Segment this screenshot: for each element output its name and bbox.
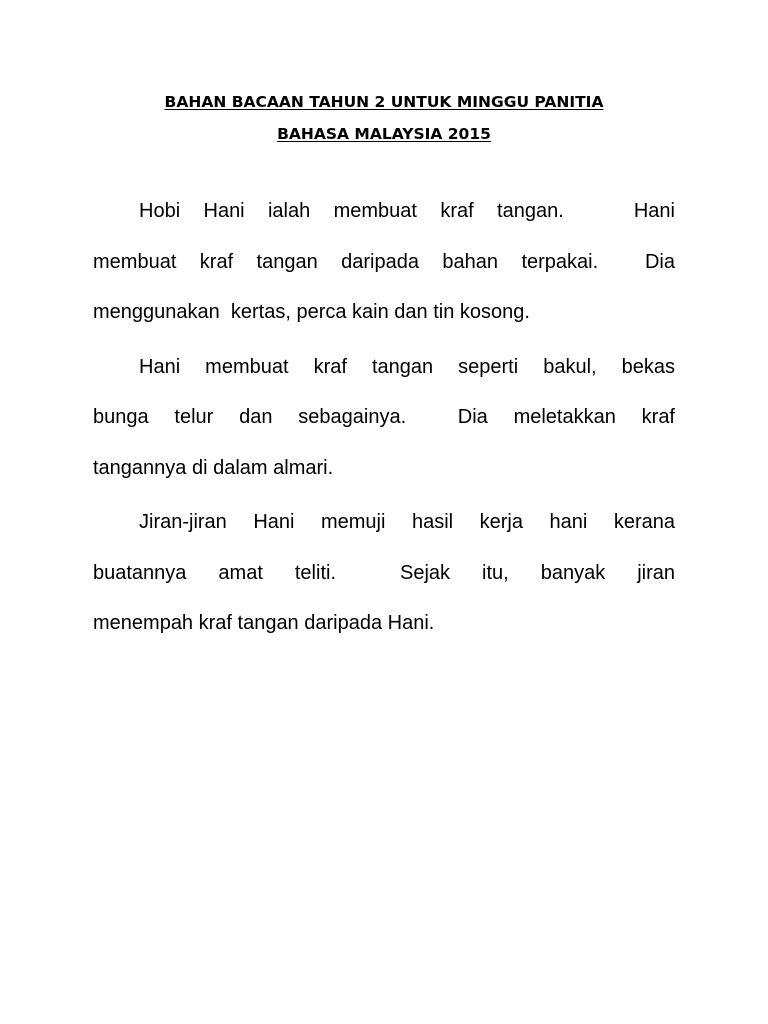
paragraph-line: tangannya di dalam almari.: [93, 456, 334, 479]
reading-passage: [93, 186, 675, 653]
paragraph-1: [93, 186, 675, 338]
paragraph-line: buatannya amat teliti. Sejak itu, banyak jiran: [93, 561, 675, 584]
paragraph-line: menggunakan kertas, perca kain dan tin kosong.: [93, 301, 530, 323]
paragraph-line: membuat kraf tangan daripada bahan terpakai. Dia: [93, 250, 675, 273]
paragraph-line: bunga telur dan sebagainya. Dia meletakkan kraf: [93, 406, 675, 428]
title-line-1: BAHAN BACAAN TAHUN 2 UNTUK MINGGU PANITIA: [164, 93, 604, 111]
paragraph-3: [93, 497, 675, 649]
document-title: [0, 86, 768, 150]
paragraph-line: menempah kraf tangan daripada Hani.: [93, 612, 435, 634]
title-line-2: BAHASA MALAYSIA 2015: [277, 125, 491, 143]
paragraph-line: Hani membuat kraf tangan seperti bakul, bekas: [139, 355, 675, 378]
paragraph-line: Jiran-jiran Hani memuji hasil kerja hani kerana: [139, 511, 675, 533]
paragraph-line: Hobi Hani ialah membuat kraf tangan. Hani: [139, 200, 675, 222]
paragraph-2: [93, 342, 675, 494]
